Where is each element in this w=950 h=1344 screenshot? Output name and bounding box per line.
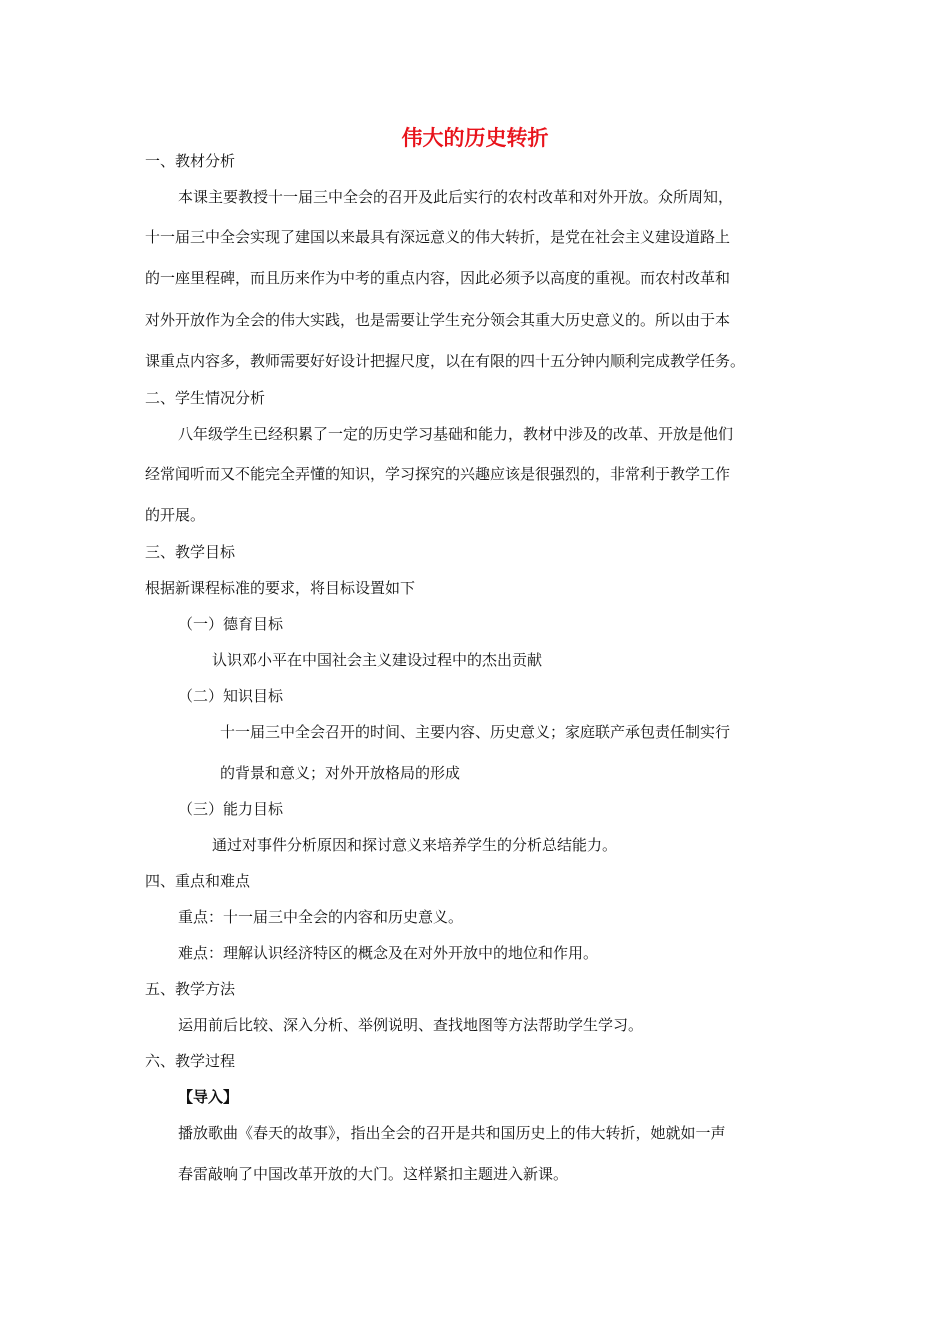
paragraph-line: 对外开放作为全会的伟大实践，也是需要让学生充分领会其重大历史意义的。所以由于本	[145, 311, 731, 329]
key-point: 重点：十一届三中全会的内容和历史意义。	[178, 908, 464, 926]
goal-heading-knowledge: （二）知识目标	[178, 687, 284, 705]
section-heading-key-points: 四、重点和难点	[145, 872, 251, 890]
paragraph-line: 经常闻听而又不能完全弄懂的知识，学习探究的兴趣应该是很强烈的，非常利于教学工作	[145, 465, 731, 483]
goal-text-moral: 认识邓小平在中国社会主义建设过程中的杰出贡献	[212, 651, 543, 669]
paragraph-line: 的一座里程碑，而且历来作为中考的重点内容，因此必须予以高度的重视。而农村改革和	[145, 269, 731, 287]
goal-text-ability: 通过对事件分析原因和探讨意义来培养学生的分析总结能力。	[212, 836, 618, 854]
section-heading-materials: 一、教材分析	[145, 152, 236, 170]
section-heading-methods: 五、教学方法	[145, 980, 236, 998]
section-heading-process: 六、教学过程	[145, 1052, 236, 1070]
paragraph-line: 十一届三中全会实现了建国以来最具有深远意义的伟大转折，是党在社会主义建设道路上	[145, 228, 731, 246]
goals-intro: 根据新课程标准的要求，将目标设置如下	[145, 579, 416, 597]
intro-text: 播放歌曲《春天的故事》，指出全会的召开是共和国历史上的伟大转折，她就如一声	[178, 1124, 726, 1142]
goal-heading-ability: （三）能力目标	[178, 800, 284, 818]
document-title: 伟大的历史转折	[401, 126, 549, 150]
paragraph-line: 课重点内容多，教师需要好好设计把握尺度，以在有限的四十五分钟内顺利完成教学任务。	[145, 352, 746, 370]
paragraph-line: 的开展。	[145, 506, 206, 524]
section-heading-students: 二、学生情况分析	[145, 389, 266, 407]
section-heading-goals: 三、教学目标	[145, 543, 236, 561]
difficult-point: 难点：理解认识经济特区的概念及在对外开放中的地位和作用。	[178, 944, 599, 962]
methods-text: 运用前后比较、深入分析、举例说明、查找地图等方法帮助学生学习。	[178, 1016, 644, 1034]
paragraph-line: 本课主要教授十一届三中全会的召开及此后实行的农村改革和对外开放。众所周知，	[178, 188, 734, 206]
paragraph-line: 八年级学生已经积累了一定的历史学习基础和能力，教材中涉及的改革、开放是他们	[178, 425, 734, 443]
intro-label: 【导入】	[178, 1088, 239, 1106]
goal-text-knowledge: 的背景和意义；对外开放格局的形成	[220, 764, 461, 782]
intro-text: 春雷敲响了中国改革开放的大门。这样紧扣主题进入新课。	[178, 1165, 569, 1183]
goal-heading-moral: （一）德育目标	[178, 615, 284, 633]
goal-text-knowledge: 十一届三中全会召开的时间、主要内容、历史意义；家庭联产承包责任制实行	[220, 723, 731, 741]
